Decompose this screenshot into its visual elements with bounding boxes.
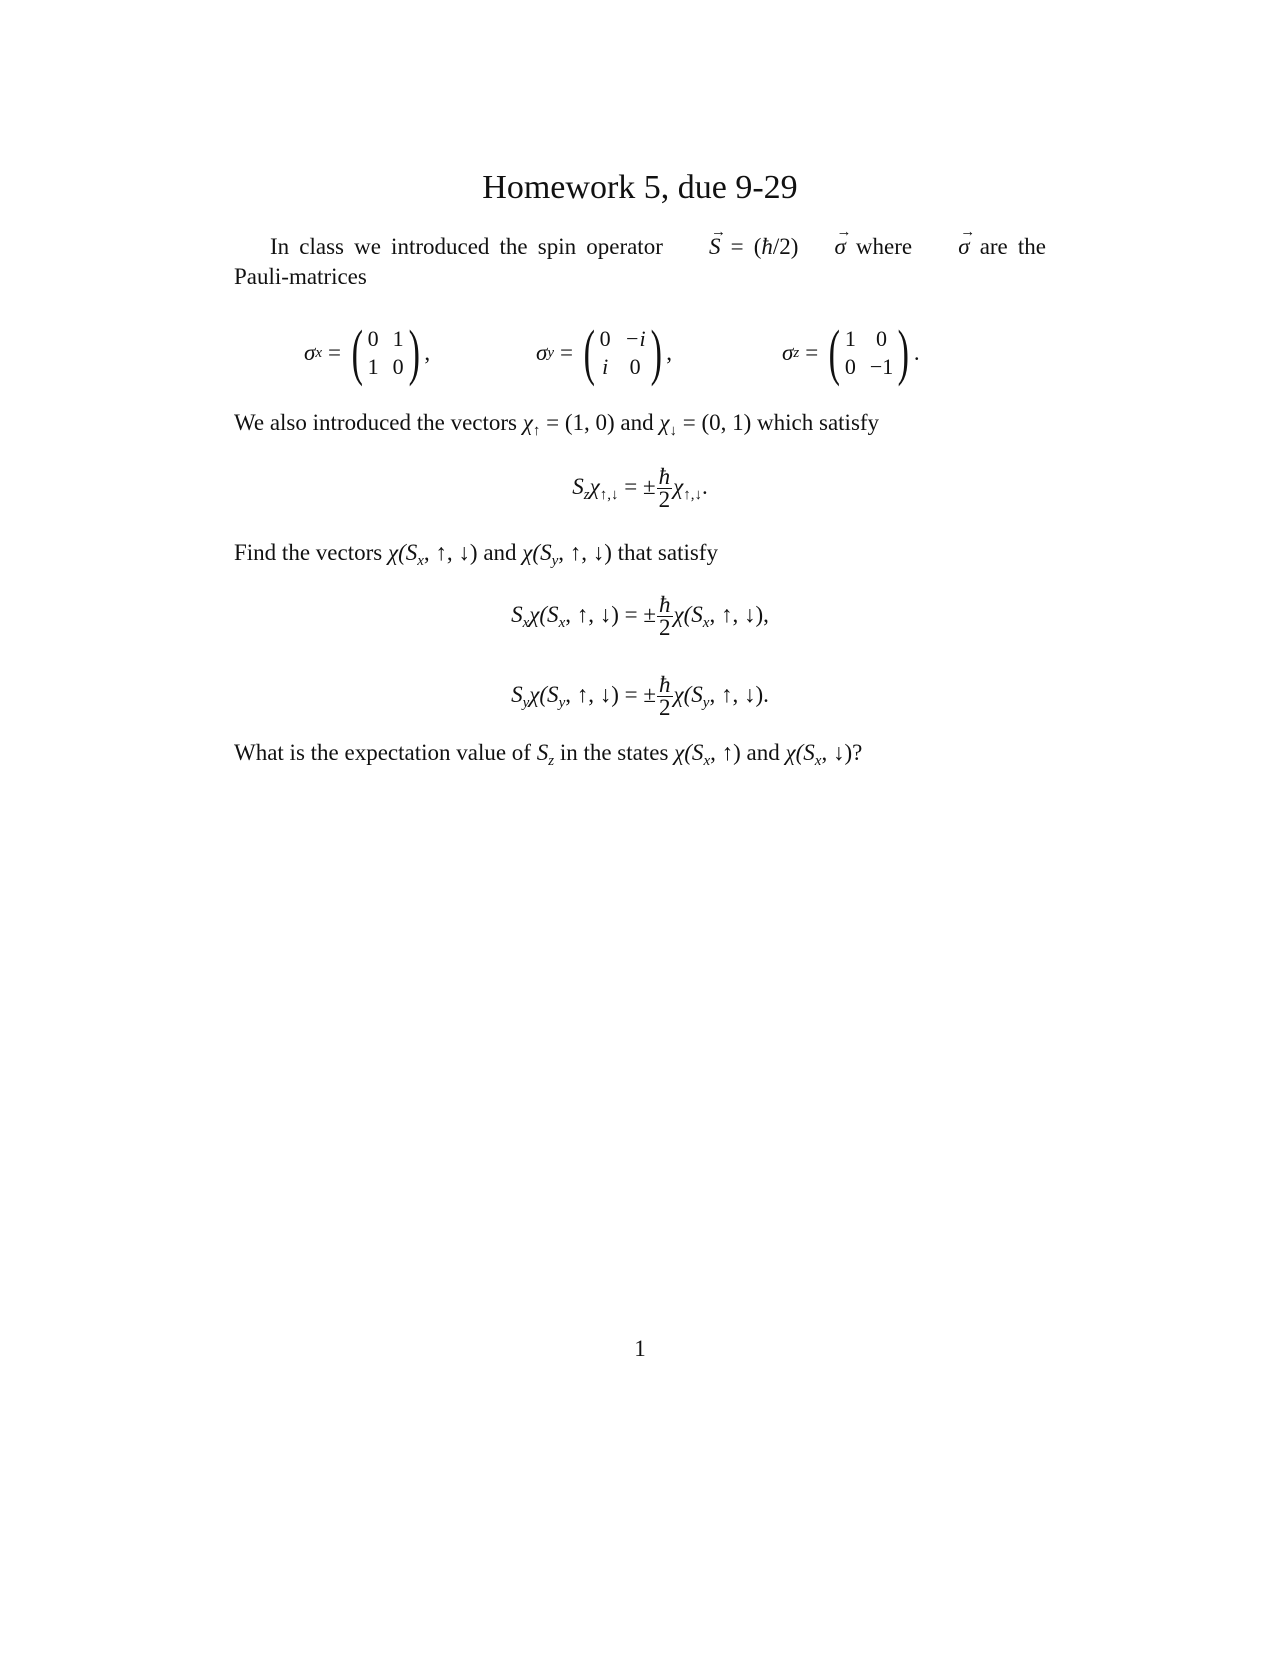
sigma-y-entries: 0 −i i 0: [599, 326, 646, 379]
equation-sy: $S_y\chi(S_y$, ↑, ↓) = ± $\frac{ħ}{2}$ $\chi(S_y$, ↑, ↓).: [511, 672, 769, 720]
sigma-vector-symbol: → σ: [798, 232, 845, 262]
sigma-y-matrix: σ y = ( 0 −i i 0 ) ,: [536, 319, 673, 387]
spin-operator-symbol: → S: [673, 232, 721, 262]
page-number: 1: [634, 1336, 646, 1361]
vectors-paragraph: We also introduced the vectors $\chi_↑ = (1$, 0) and $\chi_↓ = (0$, 1) which satisfy: [234, 410, 880, 439]
page-title: Homework 5, due 9-29: [482, 169, 798, 206]
equation-sx: $S_x\chi(S_x$, ↑, ↓) = ± $\frac{ħ}{2}$ $\chi(S_x$, ↑, ↓),: [511, 592, 769, 640]
sigma-x-entries: 0 1 1 0: [367, 326, 404, 379]
sigma-vector-symbol-2: → σ: [922, 232, 969, 262]
question-paragraph: What is the expectation value of $S_z$ in the states $\chi(S_x$, ↑) and $\chi(S_x$, ↓)?: [234, 740, 863, 769]
sigma-z-entries: 1 0 0 −1: [844, 326, 894, 379]
sigma-x-matrix: σ x = ( 0 1 1 0 ) ,: [304, 319, 431, 387]
find-paragraph: Find the vectors $\chi(S_x$, ↑, ↓) and $\chi(S_y$, ↑, ↓) that satisfy: [234, 540, 718, 569]
sigma-z-matrix: σ z = ( 1 0 0 −1 ) .: [782, 319, 920, 387]
hbar-over-2: $\frac{ħ}{2}$: [658, 464, 671, 512]
equation-sz: $S_z\chi_{↑,↓}$ = ± $\frac{ħ}{2}$ $\chi_{↑,↓}$.: [572, 464, 708, 512]
intro-paragraph: In class we introduced the spin operator → S = (ħ/2)→ σ where → σ are the Pauli-matrices: [234, 232, 1046, 292]
